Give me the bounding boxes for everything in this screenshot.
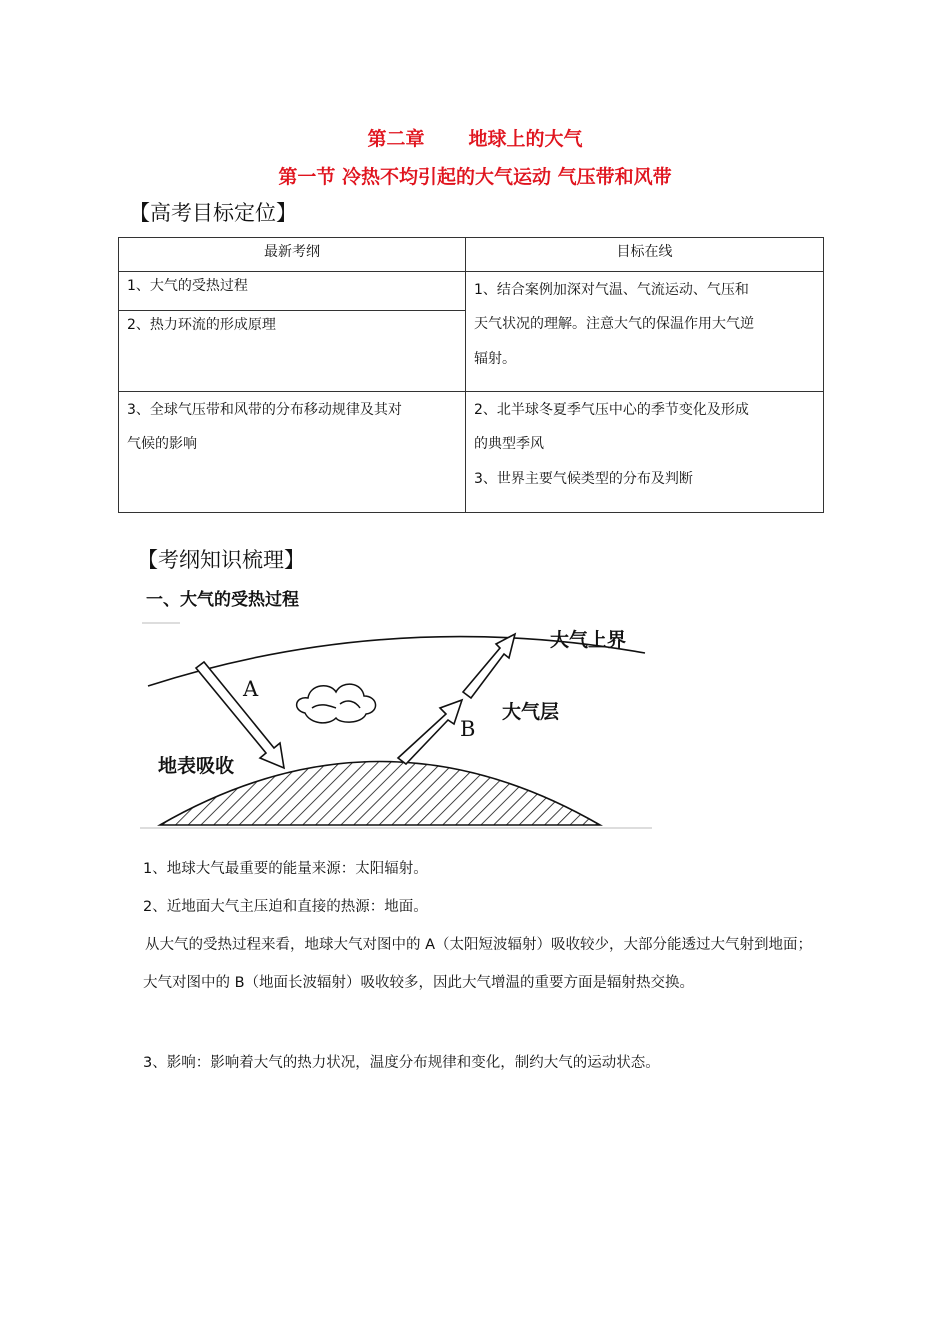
cell-line: 3、世界主要气候类型的分布及判断: [474, 471, 693, 487]
label-ground-absorb: 地表吸收: [158, 755, 235, 777]
goal-table: [118, 237, 824, 513]
cell-line: 气候的影响: [127, 436, 197, 452]
subsection-title: 一、大气的受热过程: [146, 590, 299, 610]
knowledge-heading: 【考纲知识梳理】: [137, 548, 305, 572]
chapter-title: [0, 124, 950, 151]
table-row: [119, 392, 824, 513]
label-a: A: [243, 677, 259, 701]
table-header-row: [119, 238, 824, 272]
label-b: B: [460, 717, 476, 741]
section-title: 第一节 冷热不均引起的大气运动 气压带和风带: [278, 166, 672, 188]
paragraph-heat-source: 2、近地面大气主压迫和直接的热源：地面。: [143, 899, 428, 915]
arrow-a-solar-radiation: [196, 662, 284, 768]
paragraph-energy-source: 1、地球大气最重要的能量来源：太阳辐射。: [143, 861, 428, 877]
table-row: [119, 272, 824, 311]
cell-line: 天气状况的理解。注意大气的保温作用大气逆: [474, 316, 754, 332]
goal-heading: 【高考目标定位】: [129, 201, 297, 225]
cloud-icon: [297, 684, 376, 723]
cell-line: 辐射。: [474, 351, 516, 367]
arrow-upward-escape: [463, 634, 515, 698]
col-header-goals: 目标在线: [466, 238, 824, 272]
paragraph-heating-process: 从大气的受热过程来看，地球大气对图中的 A（太阳短波辐射）吸收较少，大部分能透过大气射到地面；大气对图中的 B（地面长波辐射）吸收较多，因此大气增温的重要方面是辐射热交换。: [143, 937, 813, 991]
table-cell: 2、热力环流的形成原理: [119, 311, 466, 392]
table-cell: [466, 272, 824, 392]
cell-line: 2、北半球冬夏季气压中心的季节变化及形成: [474, 402, 749, 418]
table-cell: [119, 392, 466, 513]
cell-line: 的典型季风: [474, 436, 544, 452]
table-cell: 1、大气的受热过程: [119, 272, 466, 311]
cell-line: 1、结合案例加深对气温、气流运动、气压和: [474, 282, 749, 298]
label-atmosphere-layer: 大气层: [502, 701, 560, 723]
cell-line: 3、全球气压带和风带的分布移动规律及其对: [127, 402, 402, 418]
col-header-syllabus: 最新考纲: [119, 238, 466, 272]
arrow-b-ground-radiation: [398, 700, 462, 764]
chapter-number: 第二章: [367, 128, 425, 150]
atmosphere-heating-diagram: [140, 618, 660, 833]
chapter-name: 地球上的大气: [468, 128, 583, 150]
paragraph-influence: 3、影响：影响着大气的热力状况，温度分布规律和变化，制约大气的运动状态。: [143, 1055, 660, 1071]
label-atmosphere-top: 大气上界: [550, 629, 627, 651]
table-cell: [466, 392, 824, 513]
